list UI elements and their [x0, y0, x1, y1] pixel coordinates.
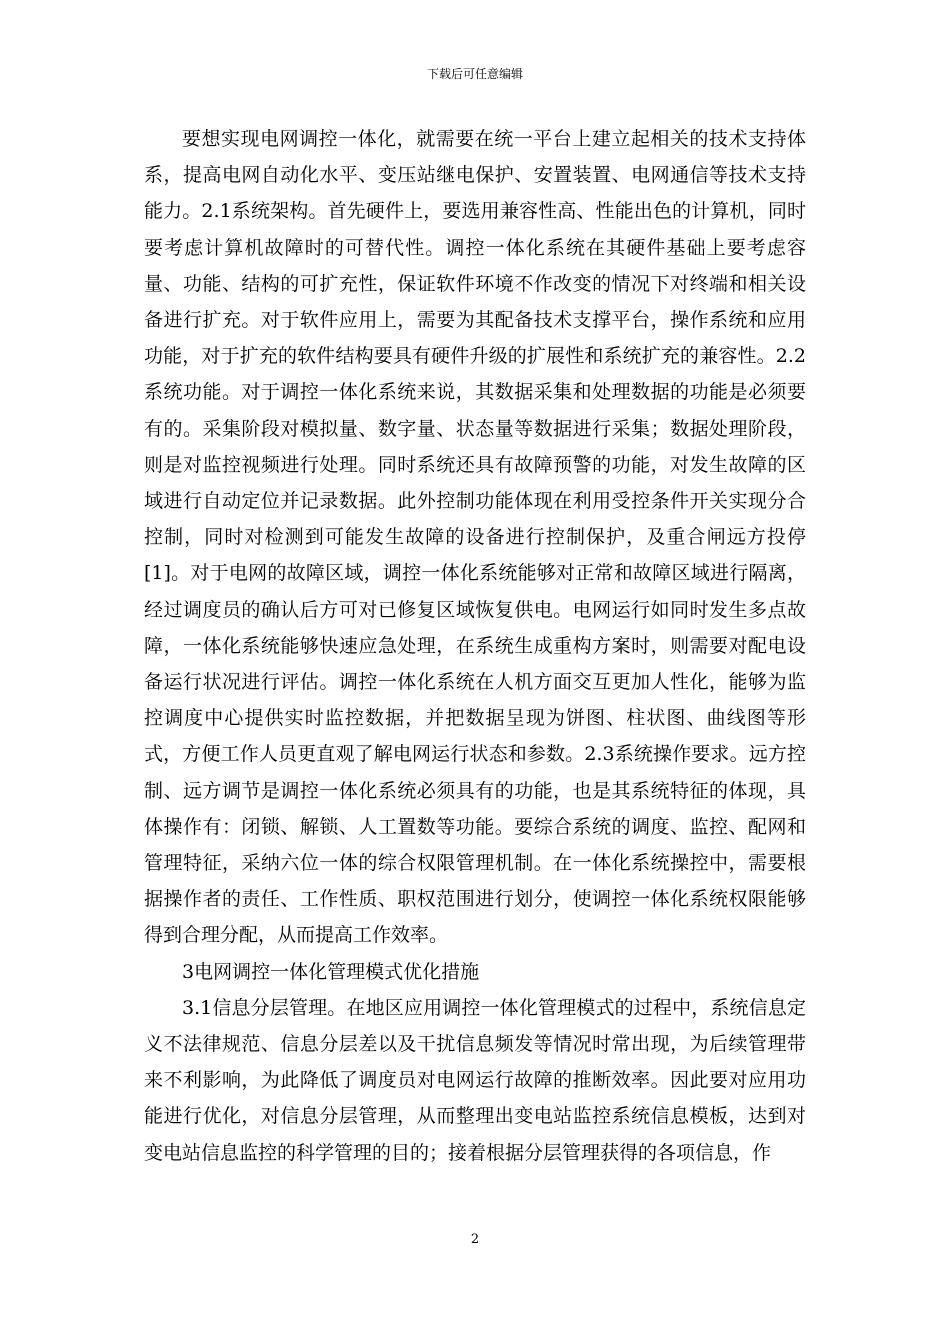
body-text — [144, 121, 806, 1171]
page-header: 下载后可任意编辑 — [426, 67, 523, 81]
paragraph-system-architecture: 要想实现电网调控一体化，就需要在统一平台上建立起相关的技术支持体系，提高电网自动化水平、变压站继电保护、安置装置、电网通信等技术支持能力。2.1系统架构。首先硬件上，要选用兼容性高、性能出色的计算机，同时要考虑计算机故障时的可替代性。调控一体化系统在其硬件基础上要考虑容量、功能、结构的可扩充性，保证软件环境不作改变的情况下对终端和相关设备进行扩充。对于软件应用上，需要为其配备技术支撑平台，操作系统和应用功能，对于扩充的软件结构要具有硬件升级的扩展性和系统扩充的兼容性。2.2系统功能。对于调控一体化系统来说，其数据采集和处理数据的功能是必须要有的。采集阶段对模拟量、数字量、状态量等数据进行采集；数据处理阶段，则是对监控视频进行处理。同时系统还具有故障预警的功能，对发生故障的区域进行自动定位并记录数据。此外控制功能体现在利用受控条件开关实现分合控制，同时对检测到可能发生故障的设备进行控制保护，及重合闸远方投停[1]。对于电网的故障区域，调控一体化系统能够对正常和故障区域进行隔离，经过调度员的确认后方可对已修复区域恢复供电。电网运行如同时发生多点故障，一体化系统能够快速应急处理，在系统生成重构方案时，则需要对配电设备运行状况进行评估。调控一体化系统在人机方面交互更加人性化，能够为监控调度中心提供实时监控数据，并把数据呈现为饼图、柱状图、曲线图等形式，方便工作人员更直观了解电网运行状态和参数。2.3系统操作要求。远方控制、远方调节是调控一体化系统必须具有的功能，也是其系统特征的体现，具体操作有：闭锁、解锁、人工置数等功能。要综合系统的调度、监控、配网和管理特征，采纳六位一体的综合权限管理机制。在一体化系统操控中，需要根据操作者的责任、工作性质、职权范围进行划分，使调控一体化系统权限能够得到合理分配，从而提高工作效率。 — [144, 128, 806, 947]
page-number: 2 — [470, 1232, 480, 1247]
section-heading-optimization: 3电网调控一体化管理模式优化措施 — [182, 960, 480, 983]
paragraph-information-layering: 3.1信息分层管理。在地区应用调控一体化管理模式的过程中，系统信息定义不法律规范、信息分层差以及干扰信息频发等情况时常出现，为后续管理带来不利影响，为此降低了调度员对电网运行故障的推断效率。因此要对应用功能进行优化，对信息分层管理，从而整理出变电站监控系统信息模板，达到对变电站信息监控的科学管理的目的；接着根据分层管理获得的各项信息，作 — [144, 996, 806, 1164]
